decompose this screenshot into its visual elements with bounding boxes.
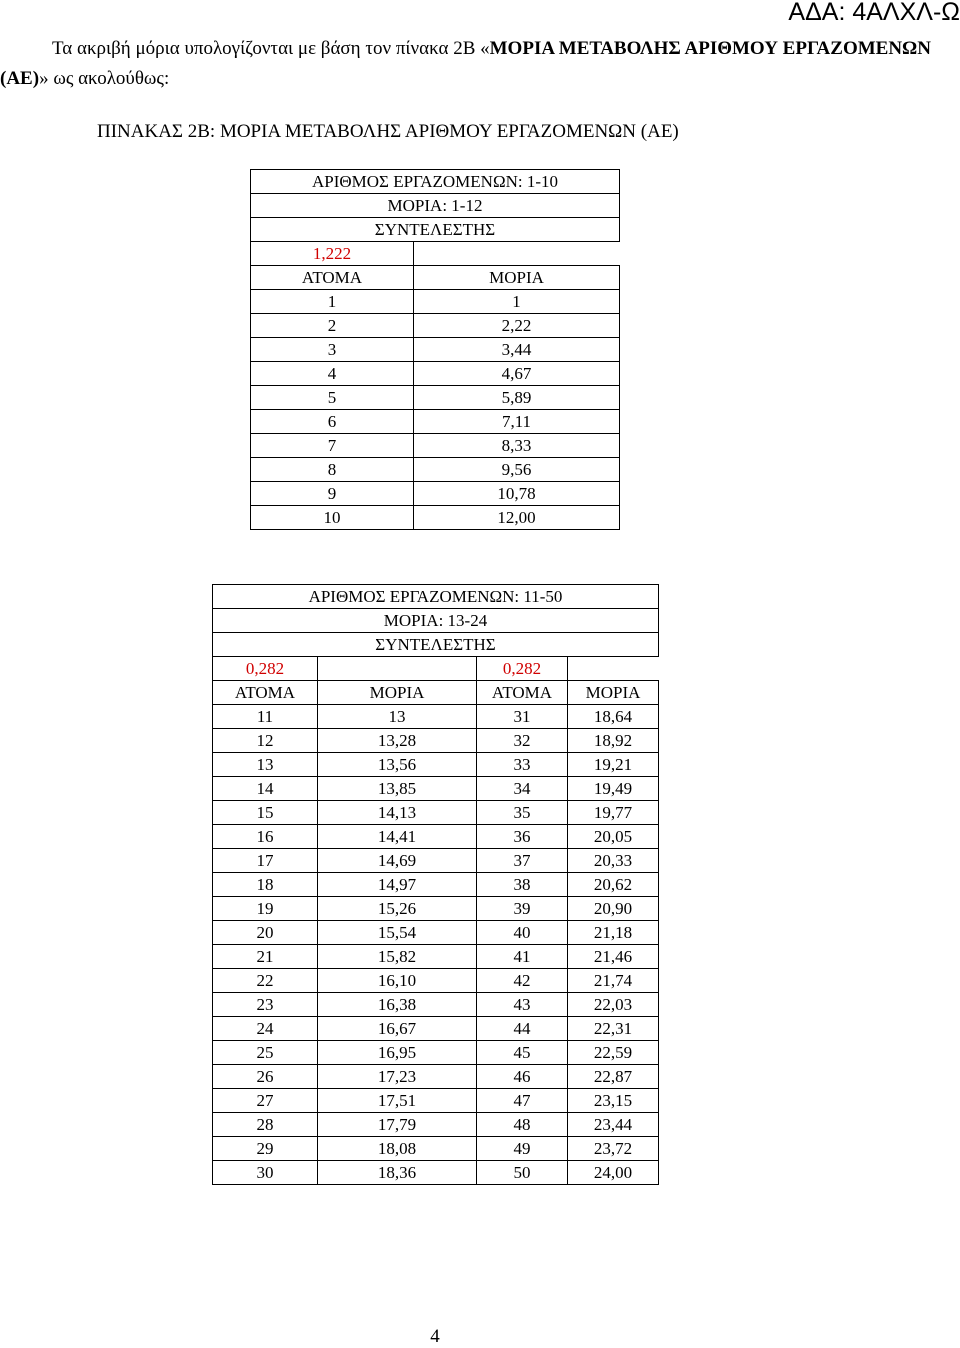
table-cell: 20,33 [568, 849, 659, 873]
table-cell: 2 [251, 314, 414, 338]
table-cell: 49 [477, 1137, 568, 1161]
table1-title-row [251, 170, 620, 194]
table2-points-range: ΜΟΡΙΑ: 13-24 [213, 609, 659, 633]
table-cell: 24,00 [568, 1161, 659, 1185]
table2-coef-value-row [213, 657, 659, 681]
table-cell: 50 [477, 1161, 568, 1185]
table-cell: 23 [213, 993, 318, 1017]
table-cell: 21,74 [568, 969, 659, 993]
table-cell: 42 [477, 969, 568, 993]
intro-bold-title: ΜΟΡΙΑ ΜΕΤΑΒΟΛΗΣ ΑΡΙΘΜΟΥ ΕΡΓΑΖΟΜΕΝΩΝ (ΑΕ) [0, 38, 931, 89]
table-cell: 14,97 [318, 873, 477, 897]
table-cell: 18,36 [318, 1161, 477, 1185]
table2-col-points-right: ΜΟΡΙΑ [568, 681, 659, 705]
table2-header-row [213, 681, 659, 705]
table2-coef-value-left: 0,282 [213, 657, 318, 681]
table-cell: 11 [213, 705, 318, 729]
table-cell: 7,11 [414, 410, 620, 434]
table-cell: 21,18 [568, 921, 659, 945]
intro-paragraph [0, 34, 960, 94]
table-cell: 17 [213, 849, 318, 873]
table-cell: 16 [213, 825, 318, 849]
table-cell: 19 [213, 897, 318, 921]
table-cell: 19,77 [568, 801, 659, 825]
table-cell: 14,13 [318, 801, 477, 825]
table-row [251, 458, 620, 482]
table-cell: 20 [213, 921, 318, 945]
table1-title: ΑΡΙΘΜΟΣ ΕΡΓΑΖΟΜΕΝΩΝ: 1-10 [251, 170, 620, 194]
table-cell: 33 [477, 753, 568, 777]
table-cell: 41 [477, 945, 568, 969]
table-cell: 24 [213, 1017, 318, 1041]
table-cell: 5,89 [414, 386, 620, 410]
table-cell: 16,10 [318, 969, 477, 993]
table-row [213, 1113, 659, 1137]
table-cell: 32 [477, 729, 568, 753]
table-row [213, 1041, 659, 1065]
table-cell: 43 [477, 993, 568, 1017]
table-cell: 36 [477, 825, 568, 849]
table-cell: 27 [213, 1089, 318, 1113]
table1-points-row [251, 194, 620, 218]
table-cell: 38 [477, 873, 568, 897]
table-cell: 23,72 [568, 1137, 659, 1161]
table2-body [213, 585, 659, 1185]
table2-coef-value-right: 0,282 [477, 657, 568, 681]
table-cell: 13,56 [318, 753, 477, 777]
table-cell: 17,23 [318, 1065, 477, 1089]
table-cell: 9,56 [414, 458, 620, 482]
table-cell: 13,85 [318, 777, 477, 801]
table-cell: 14 [213, 777, 318, 801]
table-cell: 6 [251, 410, 414, 434]
table-cell: 29 [213, 1137, 318, 1161]
table-row [251, 506, 620, 530]
table-row [213, 825, 659, 849]
table1-points-range: ΜΟΡΙΑ: 1-12 [251, 194, 620, 218]
table-row [213, 1089, 659, 1113]
table-cell: 35 [477, 801, 568, 825]
table-cell: 3,44 [414, 338, 620, 362]
table-row [213, 1065, 659, 1089]
table-cell: 44 [477, 1017, 568, 1041]
table-row [213, 1017, 659, 1041]
table1-col-points: ΜΟΡΙΑ [414, 266, 620, 290]
table-cell: 16,95 [318, 1041, 477, 1065]
table-cell: 23,15 [568, 1089, 659, 1113]
table-cell: 25 [213, 1041, 318, 1065]
table1-col-persons: ΑΤΟΜΑ [251, 266, 414, 290]
points-table-11-50 [212, 584, 659, 1185]
table-cell: 18 [213, 873, 318, 897]
table-cell: 5 [251, 386, 414, 410]
table-row [213, 1137, 659, 1161]
table2-col-persons-left: ΑΤΟΜΑ [213, 681, 318, 705]
table-cell: 37 [477, 849, 568, 873]
table-row [251, 434, 620, 458]
table-row [213, 1161, 659, 1185]
table-row [213, 993, 659, 1017]
table-cell: 22 [213, 969, 318, 993]
table-row [213, 945, 659, 969]
table-row [213, 729, 659, 753]
table-cell: 4,67 [414, 362, 620, 386]
points-table-1-10 [250, 169, 620, 530]
table-cell: 4 [251, 362, 414, 386]
table-cell: 45 [477, 1041, 568, 1065]
table-row [213, 921, 659, 945]
table1-header-row [251, 266, 620, 290]
table-cell: 17,51 [318, 1089, 477, 1113]
table-cell: 16,67 [318, 1017, 477, 1041]
table-cell: 39 [477, 897, 568, 921]
table1-body [251, 170, 620, 530]
table-cell: 12,00 [414, 506, 620, 530]
table1-coef-blank [414, 242, 620, 266]
table-cell: 18,64 [568, 705, 659, 729]
intro-text-before: Τα ακριβή μόρια υπολογίζονται με βάση τον πίνακα 2Β « [52, 38, 490, 59]
table-cell: 17,79 [318, 1113, 477, 1137]
table-cell: 28 [213, 1113, 318, 1137]
table-cell: 47 [477, 1089, 568, 1113]
ada-code: ΑΔΑ: 4ΑΛΧΛ-Ω [788, 0, 960, 26]
table-cell: 15,26 [318, 897, 477, 921]
table-cell: 19,49 [568, 777, 659, 801]
table-row [213, 969, 659, 993]
table-cell: 10 [251, 506, 414, 530]
table-cell: 1 [414, 290, 620, 314]
table-row [251, 290, 620, 314]
table-cell: 22,87 [568, 1065, 659, 1089]
table-row [251, 386, 620, 410]
table-cell: 26 [213, 1065, 318, 1089]
table-cell: 21,46 [568, 945, 659, 969]
table2-coef-blank-left [318, 657, 477, 681]
page-number: 4 [430, 1326, 440, 1347]
table-row [251, 314, 620, 338]
table-row [213, 849, 659, 873]
table1-coef-label: ΣΥΝΤΕΛΕΣΤΗΣ [251, 218, 620, 242]
table-cell: 21 [213, 945, 318, 969]
table2-coef-label-row [213, 633, 659, 657]
table-row [213, 753, 659, 777]
table2-coef-blank-right [568, 657, 659, 681]
table-row [213, 801, 659, 825]
table-cell: 1 [251, 290, 414, 314]
table-row [251, 482, 620, 506]
table-cell: 7 [251, 434, 414, 458]
table-cell: 48 [477, 1113, 568, 1137]
table1-coef-value: 1,222 [251, 242, 414, 266]
table-row [251, 410, 620, 434]
intro-text-after: » ως ακολούθως: [39, 68, 170, 89]
table-cell: 12 [213, 729, 318, 753]
table-cell: 10,78 [414, 482, 620, 506]
table-cell: 16,38 [318, 993, 477, 1017]
table1-coef-label-row [251, 218, 620, 242]
table2-title-row [213, 585, 659, 609]
table-cell: 14,69 [318, 849, 477, 873]
table-row [213, 705, 659, 729]
table-row [213, 873, 659, 897]
table-cell: 13 [318, 705, 477, 729]
table-cell: 13 [213, 753, 318, 777]
table-cell: 13,28 [318, 729, 477, 753]
table-cell: 30 [213, 1161, 318, 1185]
table-cell: 23,44 [568, 1113, 659, 1137]
table-row [251, 338, 620, 362]
table-cell: 9 [251, 482, 414, 506]
table-cell: 46 [477, 1065, 568, 1089]
table-cell: 2,22 [414, 314, 620, 338]
table-cell: 19,21 [568, 753, 659, 777]
table-cell: 18,92 [568, 729, 659, 753]
table-cell: 15,82 [318, 945, 477, 969]
table-row [213, 777, 659, 801]
table-cell: 3 [251, 338, 414, 362]
table-row [251, 362, 620, 386]
table1-coef-value-row [251, 242, 620, 266]
table2-title: ΑΡΙΘΜΟΣ ΕΡΓΑΖΟΜΕΝΩΝ: 11-50 [213, 585, 659, 609]
table-cell: 22,59 [568, 1041, 659, 1065]
table-cell: 8 [251, 458, 414, 482]
table2-points-row [213, 609, 659, 633]
table-cell: 15 [213, 801, 318, 825]
table-cell: 34 [477, 777, 568, 801]
table-row [213, 897, 659, 921]
table2-col-persons-right: ΑΤΟΜΑ [477, 681, 568, 705]
table-cell: 22,03 [568, 993, 659, 1017]
table2-col-points-left: ΜΟΡΙΑ [318, 681, 477, 705]
table-cell: 20,90 [568, 897, 659, 921]
table-cell: 18,08 [318, 1137, 477, 1161]
table-cell: 20,05 [568, 825, 659, 849]
section-title: ΠΙΝΑΚΑΣ 2Β: ΜΟΡΙΑ ΜΕΤΑΒΟΛΗΣ ΑΡΙΘΜΟΥ ΕΡΓΑΖΟΜΕΝΩΝ (ΑΕ) [97, 121, 679, 142]
table-cell: 40 [477, 921, 568, 945]
table-cell: 20,62 [568, 873, 659, 897]
table-cell: 15,54 [318, 921, 477, 945]
table-cell: 22,31 [568, 1017, 659, 1041]
table-cell: 8,33 [414, 434, 620, 458]
table-cell: 31 [477, 705, 568, 729]
table-cell: 14,41 [318, 825, 477, 849]
table2-coef-label: ΣΥΝΤΕΛΕΣΤΗΣ [213, 633, 659, 657]
